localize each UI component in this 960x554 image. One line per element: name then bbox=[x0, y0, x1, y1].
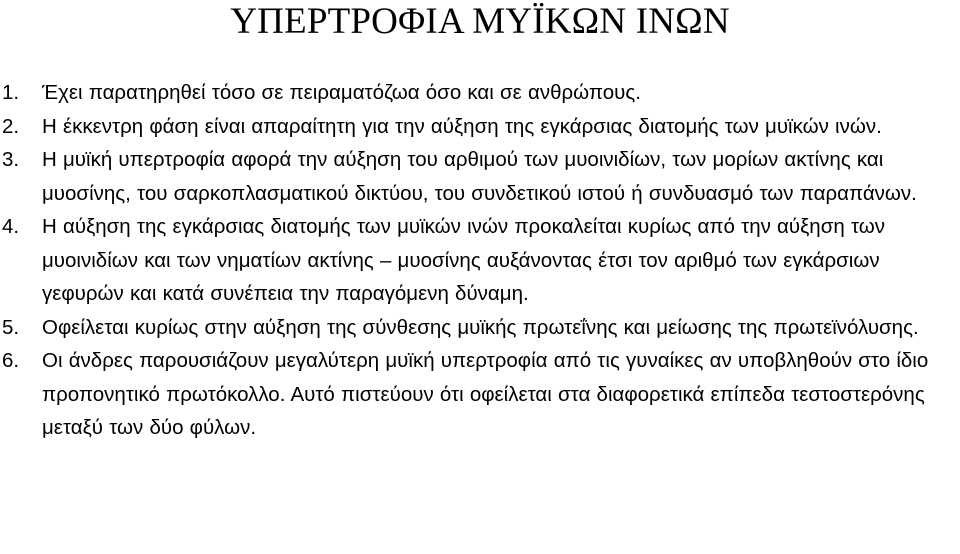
page-title: ΥΠΕΡΤΡΟΦΙΑ ΜΥΪΚΩΝ ΙΝΩΝ bbox=[230, 1, 730, 42]
list-item-text: Η μυϊκή υπερτροφία αφορά την αύξηση του αρθιμού των μυοινιδίων, των μορίων ακτίνης και μυοσίνης, του σαρκοπλασματικού δικτύου, του συνδετικού ιστού ή συνδυασμό των παραπάνων. bbox=[42, 148, 917, 205]
list-item-number: 2. bbox=[2, 114, 20, 138]
list-item-number: 4. bbox=[2, 215, 20, 238]
list-item bbox=[0, 311, 960, 345]
list-item bbox=[0, 76, 960, 110]
list-item-text: Οι άνδρες παρουσιάζουν μεγαλύτερη μυϊκή υπερτροφία από τις γυναίκες αν υποβληθούν στο ίδιο προπονητικό πρωτόκολλο. Αυτό πιστεύουν ότι οφείλεται στα διαφορετικά επίπεδα τεστοστερόνης μεταξύ των δύο φύλων. bbox=[42, 349, 929, 439]
list-item-text: Η έκκεντρη φάση είναι απαραίτητη για την αύξηση της εγκάρσιας διατομής των μυϊκών ινών. bbox=[42, 114, 882, 138]
list-item bbox=[0, 210, 960, 311]
list-item-text: Η αύξηση της εγκάρσιας διατομής των μυϊκών ινών προκαλείται κυρίως από την αύξηση των μυοινιδίων και των νηματίων ακτίνης – μυοσίνης αυξάνοντας έτσι τον αριθμό των εγκάρσιων γεφυρών και κατά συνέπεια την παραγόμενη δύναμη. bbox=[42, 215, 886, 305]
list-item bbox=[0, 143, 960, 210]
list-item bbox=[0, 110, 960, 144]
list-item-text: Οφείλεται κυρίως στην αύξηση της σύνθεσης μυϊκής πρωτεΐνης και μείωσης της πρωτεϊνόλυσης. bbox=[42, 315, 919, 339]
list-item-text: Έχει παρατηρηθεί τόσο σε πειραματόζωα όσο και σε ανθρώπους. bbox=[42, 81, 641, 104]
numbered-list bbox=[0, 76, 960, 445]
list-item-number: 6. bbox=[2, 349, 20, 372]
list-item-number: 5. bbox=[2, 315, 20, 339]
list-item bbox=[0, 344, 960, 445]
list-item-number: 1. bbox=[2, 81, 20, 104]
list-item-number: 3. bbox=[2, 148, 20, 171]
